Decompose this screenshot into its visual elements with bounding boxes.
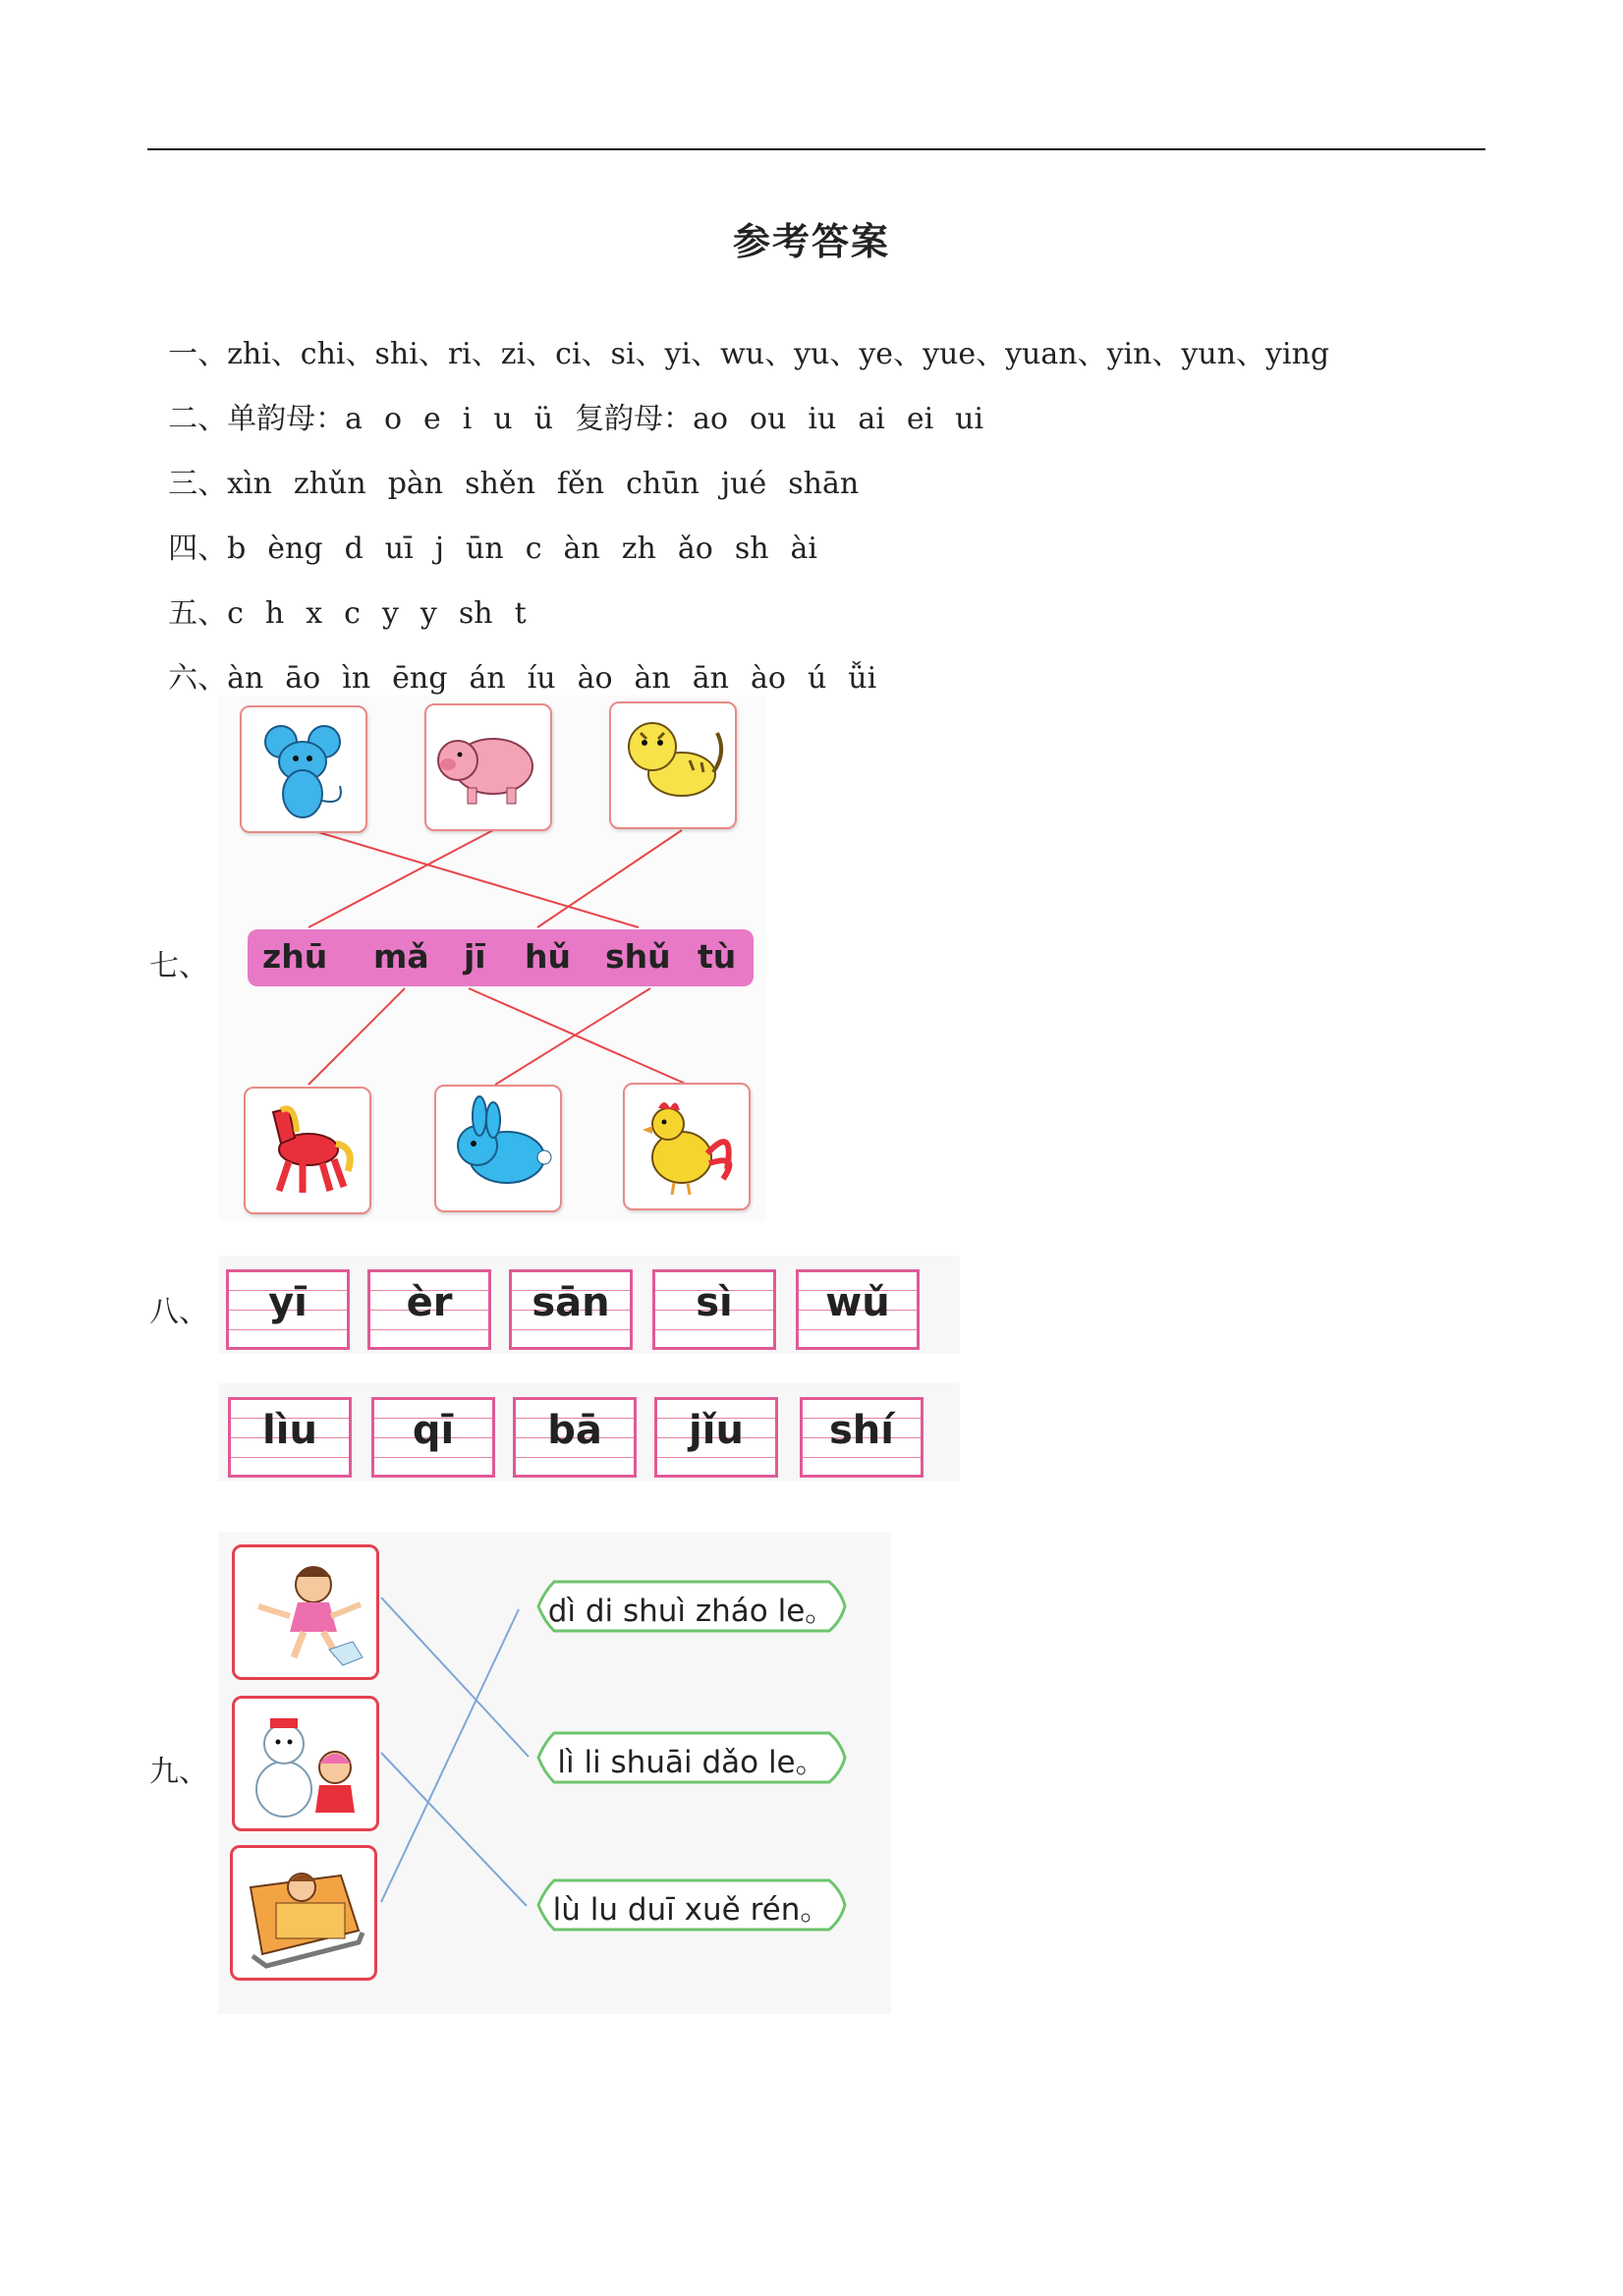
rabbit-icon	[436, 1087, 560, 1210]
rooster-icon	[625, 1085, 749, 1208]
girl-falling-picture	[232, 1544, 379, 1680]
snowman-picture	[232, 1696, 379, 1831]
answer-item: āo	[285, 661, 321, 696]
answer-item: èng	[267, 532, 323, 566]
page-title: 参考答案	[732, 219, 890, 263]
horse-card	[244, 1087, 371, 1214]
answer-item: a	[345, 402, 363, 436]
answer-item: c	[525, 532, 542, 566]
answer-item: zhǔn	[293, 467, 366, 501]
question-label: 五、	[168, 596, 228, 631]
answer-item: chūn	[626, 467, 700, 501]
phrase-text: lù lu duī xuě rén。	[552, 1892, 831, 1928]
answer-item: ài	[790, 532, 818, 566]
answer-item: c	[344, 596, 361, 631]
pinyin-box-text: wǔ	[825, 1280, 890, 1325]
answer-item: ú	[807, 661, 827, 696]
answer-item: o	[383, 402, 403, 436]
answer-item: u	[493, 402, 513, 436]
answer-item: ui	[955, 402, 984, 436]
pinyin-word: shǔ	[605, 937, 671, 976]
pig-card	[424, 703, 552, 831]
phrase-text: lì li shuāi dǎo le。	[557, 1745, 826, 1780]
answer-item: ei	[906, 402, 934, 436]
question-label: 一、	[168, 337, 228, 371]
pinyin-box	[226, 1269, 350, 1350]
pinyin-word: mǎ	[373, 937, 429, 976]
compound-vowel-label: 复韵母：	[575, 402, 694, 436]
answer-item: y	[381, 596, 399, 631]
rooster-card	[623, 1083, 751, 1210]
pinyin-box-text: sān	[532, 1280, 610, 1325]
pinyin-box	[654, 1397, 778, 1478]
answer-item: iu	[808, 402, 837, 436]
pinyin-box-text: shí	[829, 1408, 894, 1453]
answer-item: án	[469, 661, 506, 696]
answer-item: uī	[384, 532, 414, 566]
match-line	[381, 1597, 529, 1757]
match-line	[537, 830, 682, 927]
answer-item: xìn	[227, 467, 272, 501]
question-label-8: 八、	[149, 1295, 208, 1329]
pinyin-word: tù	[698, 937, 737, 976]
phrase-text: dì di shuì zháo le。	[547, 1594, 836, 1629]
match-line	[308, 988, 405, 1085]
pinyin-box	[371, 1397, 495, 1478]
answer-item: b	[227, 532, 247, 566]
boy-sleeping-picture	[230, 1845, 377, 1981]
question-label: 二、	[168, 402, 228, 436]
answer-item: ào	[750, 661, 786, 696]
answer-item: ǎo	[677, 532, 713, 566]
pinyin-box	[800, 1397, 923, 1478]
pinyin-box-text: lìu	[262, 1408, 317, 1453]
answer-item: zh	[621, 532, 656, 566]
answer-item: d	[344, 532, 364, 566]
answer-item: àn	[227, 661, 264, 696]
answer-item: shān	[788, 467, 860, 501]
pinyin-word: zhū	[262, 937, 328, 976]
pinyin-box-text: yī	[268, 1280, 308, 1325]
answer-line-6	[149, 619, 898, 697]
answer-item: jué	[720, 467, 767, 501]
answer-item: ào	[577, 661, 613, 696]
answer-item: ǚi	[848, 661, 877, 696]
pig-icon	[426, 705, 550, 829]
picture-phrase-matching-figure	[218, 1533, 891, 2014]
answer-item: h	[264, 596, 285, 631]
answer-item: àn	[634, 661, 671, 696]
answer-item: x	[306, 596, 323, 631]
answer-item: sh	[734, 532, 769, 566]
match-line	[308, 830, 493, 927]
match-line	[381, 1753, 527, 1906]
question-label: 四、	[168, 532, 228, 566]
answer-item: fěn	[556, 467, 605, 501]
header-rule	[147, 148, 1485, 150]
match-line	[311, 830, 639, 927]
phrase-bubble	[534, 1572, 849, 1641]
pinyin-box-text: èr	[406, 1280, 453, 1325]
single-vowel-label: 单韵母：	[227, 402, 346, 436]
answer-item: ān	[692, 661, 729, 696]
answer-item: ìn	[342, 661, 371, 696]
question-label-7: 七、	[149, 949, 208, 983]
sleeping-in-bed-icon	[233, 1848, 374, 1978]
pinyin-box	[367, 1269, 491, 1350]
mouse-card	[240, 705, 367, 833]
answer-item: i	[462, 402, 473, 436]
answer-item: j	[434, 532, 445, 566]
pinyin-box	[513, 1397, 637, 1478]
answer-text: zhi、chi、shi、ri、zi、ci、si、yi、wu、yu、ye、yue、yuan、yin、yun、ying	[227, 337, 1330, 371]
horse-icon	[246, 1089, 369, 1212]
pinyin-box-text: qī	[412, 1408, 455, 1453]
pinyin-box-text: bā	[547, 1408, 602, 1453]
answer-item: ēng	[392, 661, 448, 696]
answer-item: àn	[563, 532, 600, 566]
pinyin-box	[652, 1269, 776, 1350]
phrase-bubble	[534, 1871, 849, 1939]
girl-slipping-icon	[235, 1547, 376, 1677]
answer-item: y	[420, 596, 437, 631]
phrase-bubble	[534, 1723, 849, 1792]
number-pinyin-row-2	[218, 1383, 960, 1482]
tiger-card	[609, 701, 737, 829]
answer-item: ai	[858, 402, 885, 436]
pinyin-box	[228, 1397, 352, 1478]
tiger-icon	[611, 703, 735, 827]
pinyin-word: jī	[464, 937, 486, 976]
pinyin-box-text: sì	[696, 1280, 733, 1325]
answer-item: ūn	[466, 532, 504, 566]
answer-item: t	[514, 596, 527, 631]
answer-item: ü	[533, 402, 554, 436]
answer-item: shěn	[465, 467, 535, 501]
question-label-9: 九、	[149, 1755, 208, 1789]
pinyin-box-text: jǐu	[689, 1408, 744, 1453]
match-line	[495, 988, 650, 1085]
animal-matching-figure	[218, 696, 766, 1221]
answer-item: c	[227, 596, 244, 631]
question-label: 六、	[168, 661, 228, 696]
answer-item: íu	[527, 661, 556, 696]
snowman-icon	[235, 1699, 376, 1828]
pinyin-word: hǔ	[525, 937, 571, 976]
answer-item: ou	[750, 402, 787, 436]
mouse-icon	[242, 707, 365, 831]
answer-item: pàn	[387, 467, 444, 501]
pinyin-box	[796, 1269, 920, 1350]
answer-item: e	[423, 402, 441, 436]
pinyin-box	[509, 1269, 633, 1350]
number-pinyin-row-1	[218, 1256, 960, 1354]
answer-item: sh	[458, 596, 493, 631]
question-label: 三、	[168, 467, 228, 501]
answer-item: ao	[693, 402, 729, 436]
rabbit-card	[434, 1085, 562, 1212]
match-line	[381, 1609, 519, 1902]
pinyin-bar	[248, 929, 754, 986]
match-line	[469, 988, 688, 1085]
